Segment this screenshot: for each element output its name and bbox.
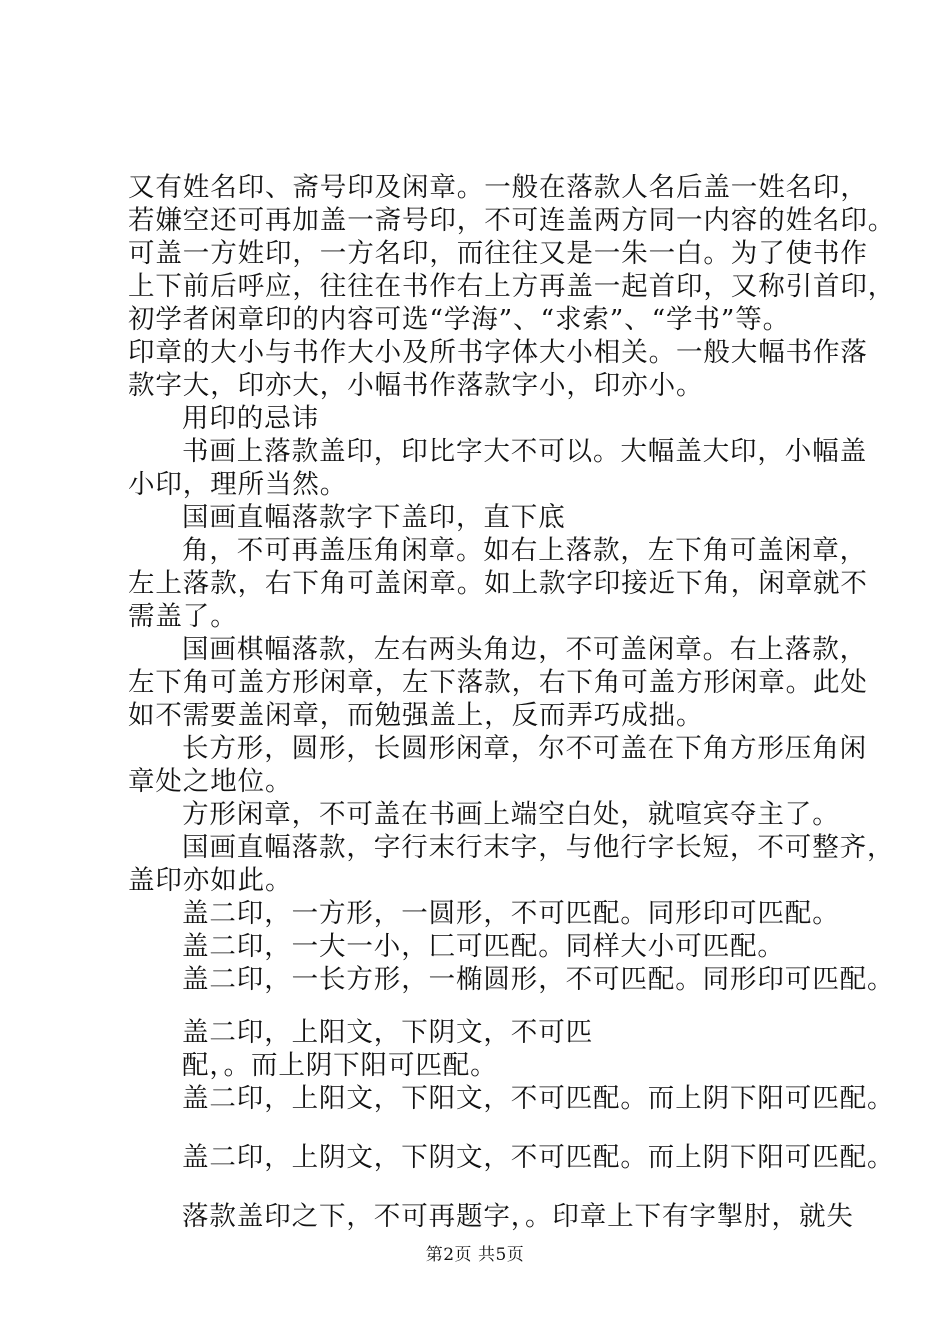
body-line: 盖二印，上阳文，下阴文，不可匹 [182, 1017, 593, 1048]
body-line: 章处之地位。 [128, 766, 293, 797]
body-line: 国画直幅落款，字行末行末字，与他行字长短，不可整齐， [182, 832, 895, 863]
body-line: 又有姓名印、斋号印及闲章。一般在落款人名后盖一姓名印， [128, 172, 868, 203]
body-line: 左下角可盖方形闲章，左下落款，右下角可盖方形闲章。此处 [128, 667, 868, 698]
body-line: 长方形，圆形，长圆形闲章，尔不可盖在下角方形压角闲 [182, 733, 867, 764]
body-line: 可盖一方姓印，一方名印，而往往又是一朱一白。为了使书作 [128, 238, 868, 269]
body-line: 方形闲章，不可盖在书画上端空白处，就喧宾夺主了。 [182, 799, 840, 830]
body-line: 盖二印，一大一小，匚可匹配。同样大小可匹配。 [182, 931, 785, 962]
body-line: 小印，理所当然。 [128, 469, 348, 500]
body-line: 角，不可再盖压角闲章。如右上落款，左下角可盖闲章， [182, 535, 867, 566]
body-line: 左上落款，右下角可盖闲章。如上款字印接近下角，闲章就不 [128, 568, 868, 599]
body-line: 盖二印，上阳文，下阳文，不可匹配。而上阴下阳可匹配。 [182, 1083, 895, 1114]
body-line: 若嫌空还可再加盖一斋号印，不可连盖两方同一内容的姓名印。 [128, 205, 896, 236]
body-line: 款字大，印亦大，小幅书作落款字小，印亦小。 [128, 370, 704, 401]
section-heading: 用印的忌讳 [182, 403, 319, 434]
body-line: 盖印亦如此。 [128, 865, 293, 896]
body-line: 需盖了。 [128, 601, 238, 632]
body-line: 国画棋幅落款，左右两头角边，不可盖闲章。右上落款， [182, 634, 867, 665]
body-line: 上下前后呼应，往往在书作右上方再盖一起首印，又称引首印， [128, 271, 896, 302]
body-line: 盖二印，上阴文，下阴文，不可匹配。而上阴下阳可匹配。 [182, 1142, 895, 1173]
body-line: 国画直幅落款字下盖印，直下底 [182, 502, 566, 533]
body-line: 印章的大小与书作大小及所书字体大小相关。一般大幅书作落 [128, 337, 868, 368]
body-line: 配，。而上阴下阳可匹配。 [182, 1050, 498, 1081]
body-line: 盖二印，一方形，一圆形，不可匹配。同形印可匹配。 [182, 898, 840, 929]
body-line: 初学者闲章印的内容可选“学海”、“求索”、“学书”等。 [128, 304, 791, 335]
body-line: 盖二印，一长方形，一椭圆形，不可匹配。同形印可匹配。 [182, 964, 895, 995]
body-line: 书画上落款盖印，印比字大不可以。大幅盖大印，小幅盖 [182, 436, 867, 467]
page-number-footer: 第2页 共5页 [425, 1245, 525, 1265]
body-line: 如不需要盖闲章，而勉强盖上，反而弄巧成拙。 [128, 700, 704, 731]
body-line: 落款盖印之下，不可再题字，。印章上下有字掣肘，就失 [182, 1201, 854, 1232]
